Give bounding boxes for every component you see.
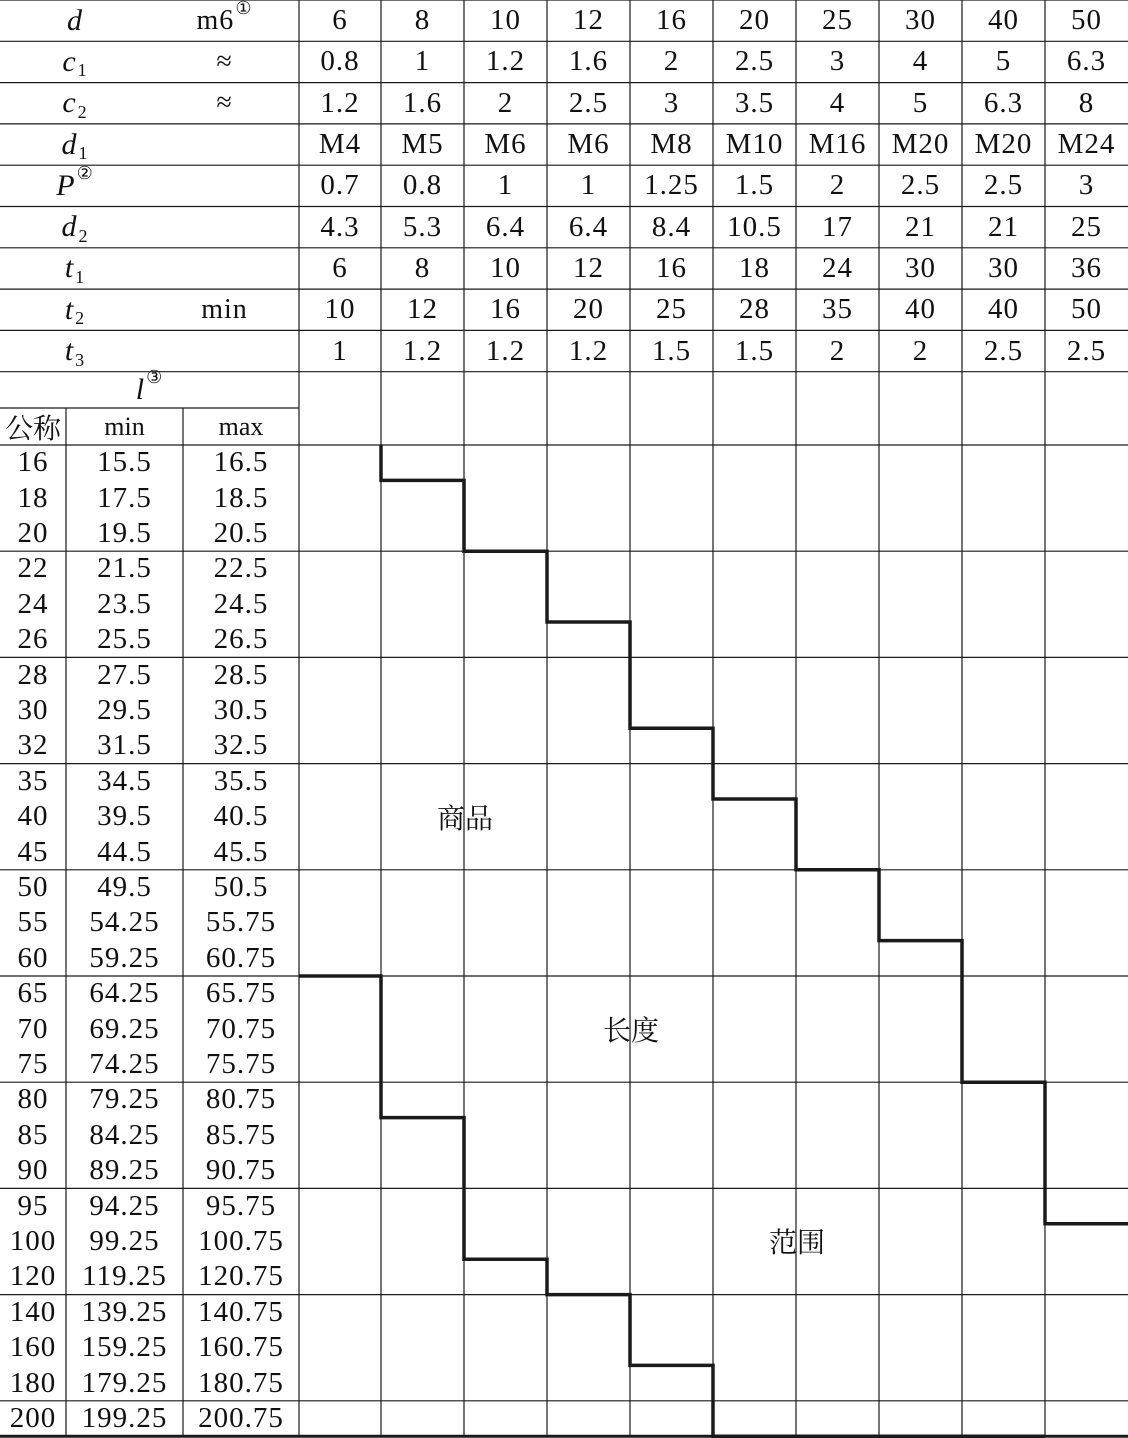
param-value-text: 10 [490,251,521,284]
param-value-text: M5 [401,128,444,161]
length-value-text: 24.5 [213,587,269,620]
param-value-text: 1 [414,45,431,78]
param-value-text: M24 [1057,128,1116,161]
param-value-text: 5.3 [402,210,443,243]
length-value-text: 34.5 [97,764,152,797]
param-value-text: 20 [739,4,770,37]
length-value-text: 160 [9,1331,57,1364]
param-subscript: 3 [75,349,86,370]
param-value-text: 1.6 [402,86,443,119]
param-value-text: 10 [490,4,521,37]
length-value-text: 70.75 [205,1012,277,1045]
param-value-text: 50 [1071,293,1102,326]
length-value-text: 69.25 [89,1012,160,1045]
length-value-text: 30.5 [213,693,269,726]
param-value-text: 1 [497,169,514,202]
param-value-text: 30 [905,4,936,37]
param-value-text: 3 [829,45,846,78]
length-value-text: 79.25 [89,1083,160,1116]
length-value-text: 140.75 [198,1295,284,1328]
param-value-text: 2.5 [900,169,941,202]
length-value-text: 95.75 [205,1189,277,1222]
param-value-text: 35 [822,293,853,326]
length-value-text: 45.5 [213,835,269,868]
length-value-text: 89.25 [89,1154,160,1187]
param-value-text: 1.2 [320,86,360,119]
length-value-text: 55.75 [205,906,277,939]
length-value-text: 140 [9,1295,57,1328]
param-subscript: 1 [75,266,86,287]
length-col-min-label: min [104,411,145,441]
param-symbol-letter: t [64,334,75,368]
range-label-text: 长度 [602,1014,659,1048]
param-symbol-letter: d [67,3,83,37]
length-value-text: 159.25 [81,1331,168,1364]
length-value-text: 19.5 [97,516,152,549]
length-value-text: 18.5 [213,481,269,514]
param-value-text: 0.7 [320,169,360,202]
param-value-text: 30 [905,251,936,284]
length-value-text: 22.5 [213,552,269,585]
length-value-text: 59.25 [89,941,160,974]
param-symbol-letter: t [64,251,75,285]
length-col-max-label: max [218,411,264,441]
length-value-text: 99.25 [89,1224,160,1257]
length-value-text: 28.5 [213,658,269,691]
param-value-text: 25 [822,4,853,37]
length-value-text: 24 [17,587,49,620]
param-value-text: 50 [1071,4,1102,37]
length-value-text: 65 [17,977,49,1010]
param-value-text: 24 [822,251,853,284]
param-value-text: 1.5 [734,169,775,202]
param-value-text: 6.3 [1066,45,1107,78]
param-value-text: 6.4 [485,210,526,243]
range-label-text: 范围 [768,1226,825,1260]
param-value-text: 21 [905,210,936,243]
param-value-text: 28 [739,293,770,326]
length-value-text: 35.5 [213,764,269,797]
length-value-text: 100.75 [198,1224,284,1257]
length-value-text: 85.75 [205,1118,277,1151]
range-upper-boundary [381,445,1128,1224]
length-value-text: 199.25 [81,1401,168,1434]
length-symbol: l [135,372,146,406]
param-value-text: 2.5 [1066,334,1107,367]
length-value-text: 44.5 [97,835,152,868]
length-value-text: 40 [17,800,49,833]
param-value-text: 25 [656,293,687,326]
param-value-text: 5 [912,86,929,119]
length-value-text: 139.25 [81,1295,168,1328]
length-value-text: 100 [9,1224,57,1257]
param-value-text: 6 [332,251,348,284]
param-value-text: M20 [891,128,950,161]
length-value-text: 80 [17,1083,49,1116]
length-value-text: 21.5 [97,552,152,585]
param-value-text: 40 [988,293,1019,326]
param-value-text: 12 [573,251,604,284]
length-value-text: 94.25 [89,1189,160,1222]
length-value-text: 40.5 [213,800,269,833]
length-value-text: 29.5 [97,693,152,726]
param-value-text: 4 [829,86,846,119]
param-value-text: 17 [822,210,853,243]
param-value-text: 10.5 [727,210,782,243]
param-value-text: 4.3 [320,210,360,243]
param-value-text: 8 [414,4,431,37]
param-qualifier-text: ≈ [216,45,233,77]
param-value-text: 0.8 [320,45,360,78]
param-value-text: 0.8 [402,169,443,202]
param-value-text: 40 [988,4,1019,37]
length-value-text: 180.75 [198,1366,284,1399]
length-value-text: 60.75 [205,941,277,974]
param-value-text: 2 [829,169,846,202]
param-value-text: 16 [490,293,521,326]
length-value-text: 84.25 [89,1118,160,1151]
param-value-text: 1.6 [568,45,609,78]
length-value-text: 200.75 [198,1401,284,1434]
param-footnote-marker: ② [76,163,94,184]
param-value-text: 1.2 [485,334,526,367]
param-symbol-letter: d [61,127,78,161]
length-value-text: 50.5 [213,870,269,903]
length-value-text: 17.5 [97,481,152,514]
length-value-text: 39.5 [97,800,152,833]
param-value-text: 2.5 [983,169,1024,202]
length-value-text: 22 [17,552,49,585]
param-value-text: 21 [988,210,1019,243]
param-value-text: M10 [725,128,784,161]
param-value-text: 2 [912,334,929,367]
param-value-text: 12 [407,293,438,326]
length-value-text: 90 [17,1154,49,1187]
param-symbol-letter: P [56,168,76,202]
param-value-text: 4 [912,45,929,78]
length-value-text: 70 [17,1012,49,1045]
param-value-text: 1.2 [402,334,443,367]
length-value-text: 95 [17,1189,49,1222]
param-value-text: 3.5 [734,86,775,119]
length-value-text: 20.5 [213,516,269,549]
length-value-text: 49.5 [97,870,152,903]
length-value-text: 32.5 [213,729,269,762]
param-value-text: 36 [1071,251,1102,284]
param-qualifier-text: m6 [196,4,235,36]
param-value-text: 6.3 [983,86,1024,119]
param-value-text: 1.2 [485,45,526,78]
length-value-text: 60 [17,941,49,974]
param-qualifier-text: ≈ [216,87,233,119]
param-value-text: 16 [656,251,687,284]
length-value-text: 50 [17,870,49,903]
length-value-text: 179.25 [81,1366,168,1399]
param-value-text: 10 [324,293,356,326]
range-lower-boundary [299,976,1045,1436]
param-value-text: 1 [580,169,597,202]
length-value-text: 16 [17,446,49,479]
length-value-text: 120 [9,1260,57,1293]
param-value-text: 20 [573,293,604,326]
param-value-text: M4 [318,128,362,161]
param-symbol-letter: t [64,292,75,326]
param-value-text: 2.5 [983,334,1024,367]
length-value-text: 120.75 [198,1260,284,1293]
length-value-text: 30 [17,693,49,726]
param-value-text: 1.5 [651,334,692,367]
param-value-text: 6 [332,4,348,37]
length-value-text: 74.25 [89,1047,160,1080]
param-value-text: 2 [663,45,680,78]
param-subscript: 1 [78,143,89,164]
length-value-text: 90.75 [205,1154,277,1187]
length-value-text: 25.5 [97,623,152,656]
range-label-text: 商品 [436,801,493,835]
param-subscript: 2 [75,308,86,329]
length-value-text: 55 [17,906,49,939]
length-value-text: 16.5 [213,446,269,479]
length-value-text: 27.5 [97,658,152,691]
length-value-text: 18 [17,481,49,514]
param-value-text: 3 [663,86,680,119]
param-value-text: M6 [567,128,610,161]
param-value-text: 3 [1078,169,1095,202]
length-value-text: 15.5 [97,446,152,479]
param-value-text: 25 [1071,210,1102,243]
param-symbol-letter: d [61,210,78,244]
param-subscript: 2 [77,101,88,122]
param-qualifier-text: min [201,293,248,325]
length-value-text: 75.75 [205,1047,277,1080]
length-value-text: 80.75 [205,1083,277,1116]
length-value-text: 32 [17,729,49,762]
param-value-text: 8.4 [651,210,692,243]
length-value-text: 180 [9,1366,57,1399]
length-value-text: 65.75 [205,977,277,1010]
param-qualifier-footnote: ① [235,0,253,19]
param-subscript: 1 [77,60,88,81]
param-value-text: 2 [829,334,846,367]
length-value-text: 45 [17,835,49,868]
param-value-text: 12 [573,4,604,37]
length-value-text: 54.25 [89,906,160,939]
param-subscript: 2 [78,225,89,246]
param-value-text: 8 [1078,86,1095,119]
param-value-text: M6 [484,128,527,161]
param-value-text: M8 [650,128,693,161]
length-value-text: 26 [17,623,49,656]
length-value-text: 23.5 [97,587,152,620]
param-value-text: 5 [995,45,1012,78]
length-footnote-marker: ③ [146,367,164,388]
param-value-text: 1.5 [734,334,775,367]
param-value-text: 6.4 [568,210,609,243]
param-value-text: 30 [988,251,1019,284]
param-value-text: 1 [332,334,348,367]
param-value-text: 8 [414,251,431,284]
param-value-text: 2.5 [568,86,609,119]
param-value-text: 1.2 [568,334,609,367]
param-value-text: 1.25 [644,169,699,202]
length-value-text: 35 [17,764,49,797]
param-symbol-letter: c [62,86,77,120]
param-value-text: M16 [808,128,867,161]
length-value-text: 85 [17,1118,49,1151]
length-value-text: 75 [17,1047,49,1080]
length-value-text: 160.75 [198,1331,284,1364]
length-value-text: 200 [9,1401,57,1434]
param-value-text: M20 [974,128,1033,161]
length-value-text: 20 [17,516,49,549]
length-value-text: 119.25 [82,1260,167,1293]
length-value-text: 31.5 [97,729,152,762]
length-col-nominal-label: 公称 [4,411,61,445]
param-value-text: 2 [497,86,514,119]
param-value-text: 16 [656,4,687,37]
param-value-text: 2.5 [734,45,775,78]
param-value-text: 18 [739,251,770,284]
param-symbol-letter: c [62,44,77,78]
length-value-text: 28 [17,658,49,691]
length-value-text: 26.5 [213,623,269,656]
param-value-text: 40 [905,293,936,326]
length-value-text: 64.25 [89,977,160,1010]
